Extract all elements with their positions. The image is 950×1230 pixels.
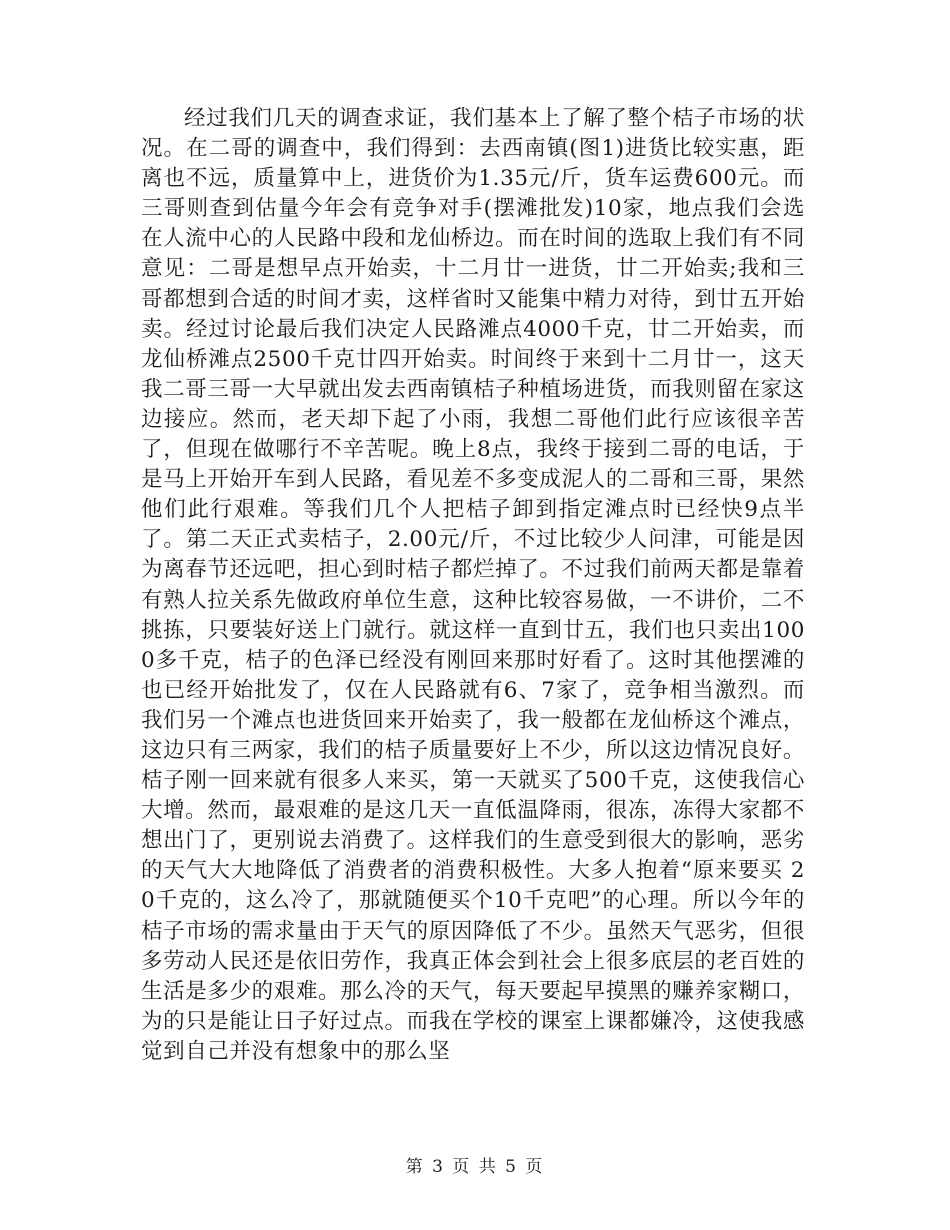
body-paragraph: 经过我们几天的调查求证，我们基本上了解了整个桔子市场的状况。在二哥的调查中，我们得到：去西南镇(图1)进货比较实惠，距离也不远，质量算中上，进货价为1.35元/斤，货车运费600元。而三哥则查到估量今年会有竞争对手(摆滩批发)10家，地点我们会选在人流中心的人民路中段和龙仙桥边。而在时间的选取上我们有不同意见：二哥是想早点开始卖，十二月廿一进货，廿二开始卖;我和三哥都想到合适的时间才卖，这样省时又能集中精力对待，到廿五开始卖。经过讨论最后我们决定人民路滩点4000千克，廿二开始卖，而龙仙桥滩点2500千克廿四开始卖。时间终于来到十二月廿一，这天我二哥三哥一大早就出发去西南镇桔子种植场进货，而我则留在家这边接应。然而，老天却下起了小雨，我想二哥他们此行应该很辛苦了，但现在做哪行不辛苦呢。晚上8点，我终于接到二哥的电话，于是马上开始开车到人民路，看见差不多变成泥人的二哥和三哥，果然他们此行艰难。等我们几个人把桔子卸到指定滩点时已经快9点半了。第二天正式卖桔子，2.00元/斤，不过比较少人问津，可能是因为离春节还远吧，担心到时桔子都烂掉了。不过我们前两天都是靠着有熟人拉关系先做政府单位生意，这种比较容易做，一不讲价，二不挑拣，只要装好送上门就行。就这样一直到廿五，我们也只卖出1000多千克，桔子的色泽已经没有刚回来那时好看了。这时其他摆滩的也已经开始批发了，仅在人民路就有6、7家了，竞争相当激烈。而我们另一个滩点也进货回来开始卖了，我一般都在龙仙桥这个滩点，这边只有三两家，我们的桔子质量要好上不少，所以这边情况良好。桔子刚一回来就有很多人来买，第一天就买了500千克，这使我信心大增。然而，最艰难的是这几天一直低温降雨，很冻，冻得大家都不想出门了，更别说去消费了。这样我们的生意受到很大的影响，恶劣的天气大大地降低了消费者的消费积极性。大多人抱着“原来要买 20千克的，这么冷了，那就随便买个10千克吧”的心理。所以今年的桔子市场的需求量由于天气的原因降低了不少。虽然天气恶劣，但很多劳动人民还是依旧劳作，我真正体会到社会上很多底层的老百姓的生活是多少的艰难。那么冷的天气，每天要起早摸黑的赚养家糊口，为的只是能让日子好过点。而我在学校的课室上课都嫌冷，这使我感觉到自己并没有想象中的那么坚: [141, 106, 805, 1064]
page-number-footer: 第 3 页 共 5 页: [405, 1157, 545, 1177]
